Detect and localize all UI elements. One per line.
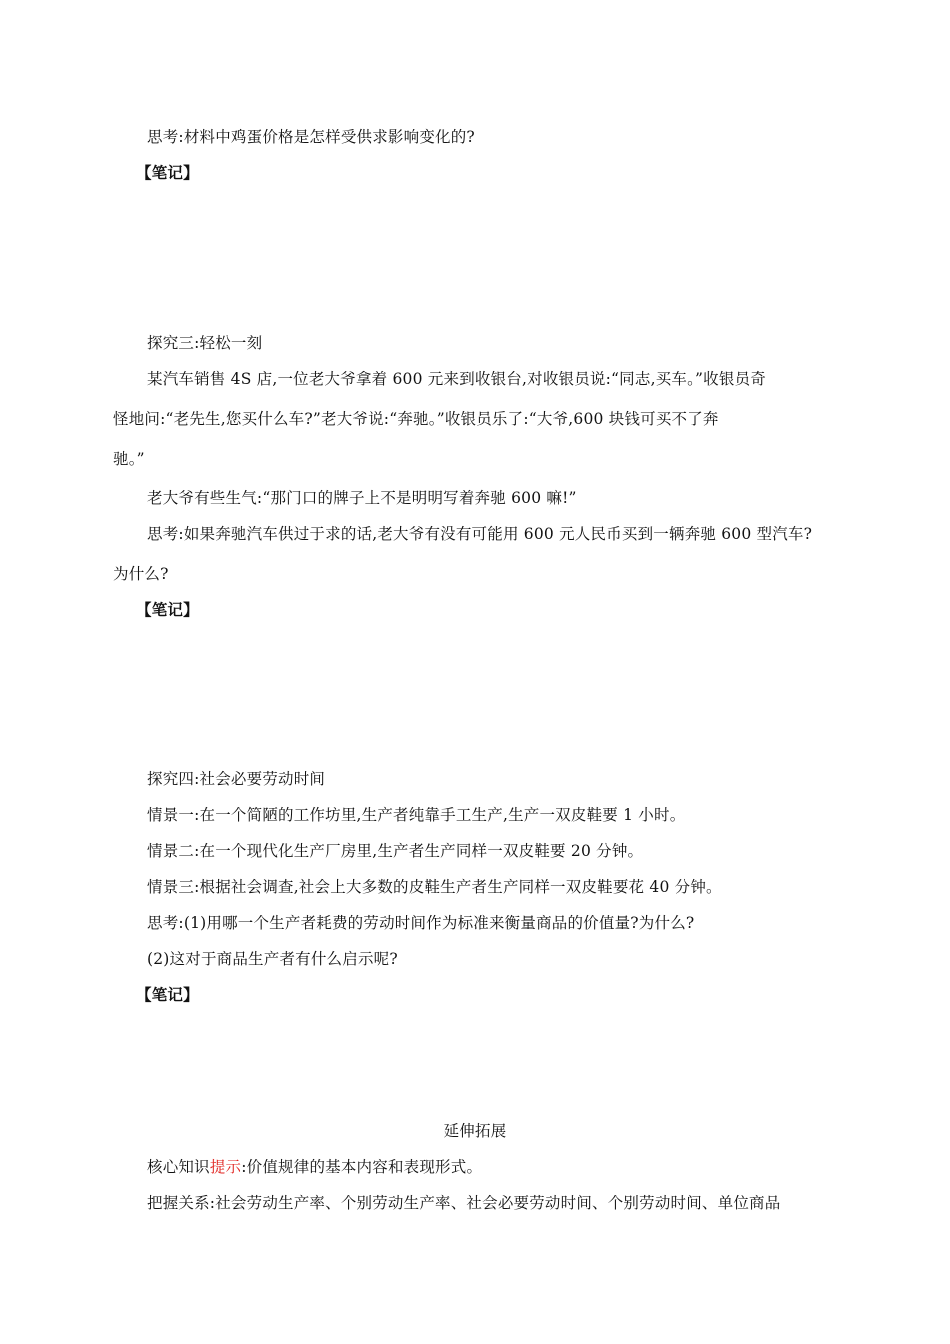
core-knowledge-label: 核心知识 bbox=[147, 1158, 210, 1176]
story-line-2: 怪地问:“老先生,您买什么车?”老大爷说:“奔驰。”收银员乐了:“大爷,600 块钱可买不了奔 bbox=[113, 410, 719, 428]
section-title-explore-3: 探究三:轻松一刻 bbox=[147, 334, 263, 352]
scene-2: 情景二:在一个现代化生产厂房里,生产者生产同样一双皮鞋要 20 分钟。 bbox=[147, 842, 644, 860]
note-label-2: 【笔记】 bbox=[136, 600, 199, 619]
extension-heading: 延伸拓展 bbox=[443, 1122, 507, 1140]
think-benz-line-2: 为什么? bbox=[113, 565, 169, 583]
question-2: (2)这对于商品生产者有什么启示呢? bbox=[147, 950, 398, 968]
think-egg-price: 思考:材料中鸡蛋价格是怎样受供求影响变化的? bbox=[147, 128, 475, 146]
core-knowledge-text: :价值规律的基本内容和表现形式。 bbox=[241, 1158, 483, 1176]
think-benz-line-1: 思考:如果奔驰汽车供过于求的话,老大爷有没有可能用 600 元人民币买到一辆奔驰 600 型汽车? bbox=[147, 525, 813, 543]
question-1: 思考:(1)用哪一个生产者耗费的劳动时间作为标准来衡量商品的价值量?为什么? bbox=[147, 914, 695, 932]
core-knowledge-line bbox=[147, 1157, 482, 1177]
scene-1: 情景一:在一个简陋的工作坊里,生产者纯靠手工生产,生产一双皮鞋要 1 小时。 bbox=[147, 806, 686, 824]
story-line-3: 驰。” bbox=[113, 450, 145, 468]
grasp-relations-line: 把握关系:社会劳动生产率、个别劳动生产率、社会必要劳动时间、个别劳动时间、单位商品 bbox=[147, 1194, 781, 1212]
story-line-4: 老大爷有些生气:“那门口的牌子上不是明明写着奔驰 600 嘛!” bbox=[147, 489, 577, 507]
hint-label: 提示 bbox=[209, 1158, 242, 1176]
section-title-explore-4: 探究四:社会必要劳动时间 bbox=[147, 770, 326, 788]
story-line-1: 某汽车销售 4S 店,一位老大爷拿着 600 元来到收银台,对收银员说:“同志,买车。”收银员奇 bbox=[147, 370, 766, 388]
scene-3: 情景三:根据社会调查,社会上大多数的皮鞋生产者生产同样一双皮鞋要花 40 分钟。 bbox=[147, 878, 722, 896]
note-label-3: 【笔记】 bbox=[136, 985, 199, 1004]
note-label-1: 【笔记】 bbox=[136, 163, 199, 182]
